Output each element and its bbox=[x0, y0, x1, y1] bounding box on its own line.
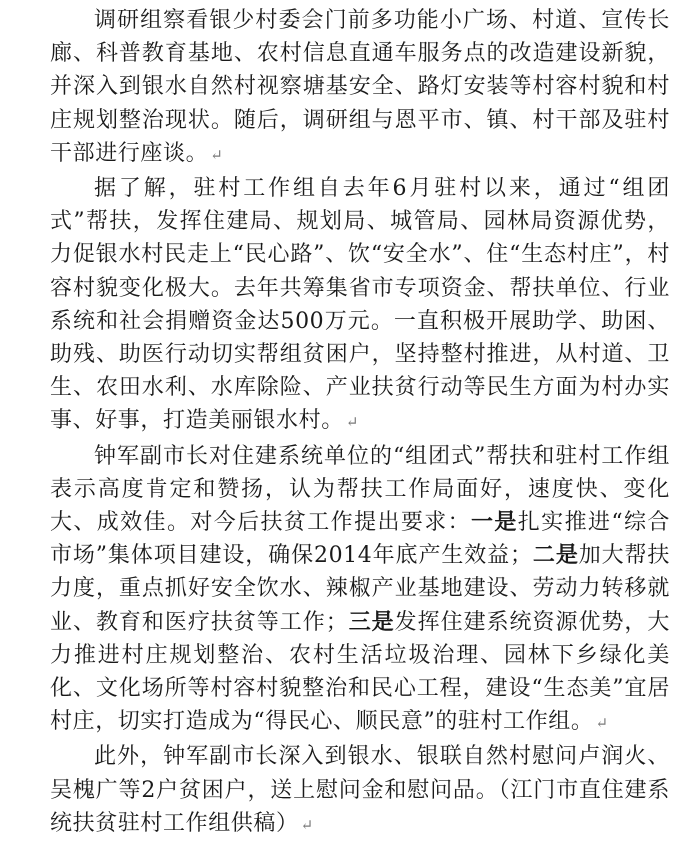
requirement-marker-third: 三是 bbox=[348, 608, 395, 635]
paragraph-mark-icon: ↵ bbox=[300, 815, 314, 834]
paragraph-requirements bbox=[50, 440, 670, 741]
paragraph-text: 调研组察看银少村委会门前多功能小广场、村道、宣传长廊、科普教育基地、农村信息直通车服务点的改造建设新貌，并深入到银水自然村视察塘基安全、路灯安装等村容村貌和村庄规划整治现状。随后，调研组与恩平市、镇、村干部及驻村干部进行座谈。 bbox=[50, 8, 670, 166]
paragraph-text: 钟军副市长对住建系统单位的“组团式”帮扶和驻村工作组表示高度肯定和赞扬，认为帮扶工作局面好，速度快、变化大、成效佳。对今后扶贫工作提出要求： bbox=[50, 443, 670, 536]
paragraph-mark-icon: ↵ bbox=[345, 413, 359, 432]
paragraph-survey bbox=[50, 4, 670, 172]
paragraph-text: 据了解，驻村工作组自去年6月驻村以来，通过“组团式”帮扶，发挥住建局、规划局、城管局、园林局资源优势，力促银水村民走上“民心路”、饮“安全水”、住“生态村庄”，村容村貌变化极大。去年共筹集省市专项资金、帮扶单位、行业系统和社会捐赠资金达500万元。一直积极开展助学、助困、助残、助医行动切实帮组贫困户，坚持整村推进，从村道、卫生、农田水利、水库除险、产业扶贫行动等民生方面为村办实事、好事，打造美丽银水村。 bbox=[50, 176, 670, 434]
paragraph-text: 加大帮扶力度，重点抓好安全饮水、辣椒产业基地建设、劳动力转移就业、教育和医疗扶贫等工作； bbox=[50, 543, 671, 635]
paragraph-text: 扎实推进“综合市场”集体项目建设，确保2014年底产生效益； bbox=[50, 510, 670, 569]
requirement-marker-first: 一是 bbox=[471, 509, 518, 536]
paragraph-text: 发挥住建系统资源优势，大力推进村庄规划整治、农村生活垃圾治理、园林下乡绿化美化、文化场所等村容村貌整治和民心工程，建设“生态美”宜居村庄，切实打造成为“得民心、顺民意”的驻村工作组。 bbox=[50, 609, 671, 735]
paragraph-mark-icon: ↵ bbox=[595, 714, 609, 733]
paragraph-background bbox=[50, 172, 670, 440]
document-body bbox=[50, 4, 670, 842]
paragraph-mark-icon: ↵ bbox=[210, 145, 224, 164]
requirement-marker-second: 二是 bbox=[532, 542, 579, 569]
paragraph-visit bbox=[50, 740, 670, 842]
paragraph-text: 此外，钟军副市长深入到银水、银联自然村慰问卢润火、吴槐广等2户贫困户，送上慰问金和慰问品。（江门市直住建系统扶贫驻村工作组供稿） bbox=[50, 744, 670, 836]
